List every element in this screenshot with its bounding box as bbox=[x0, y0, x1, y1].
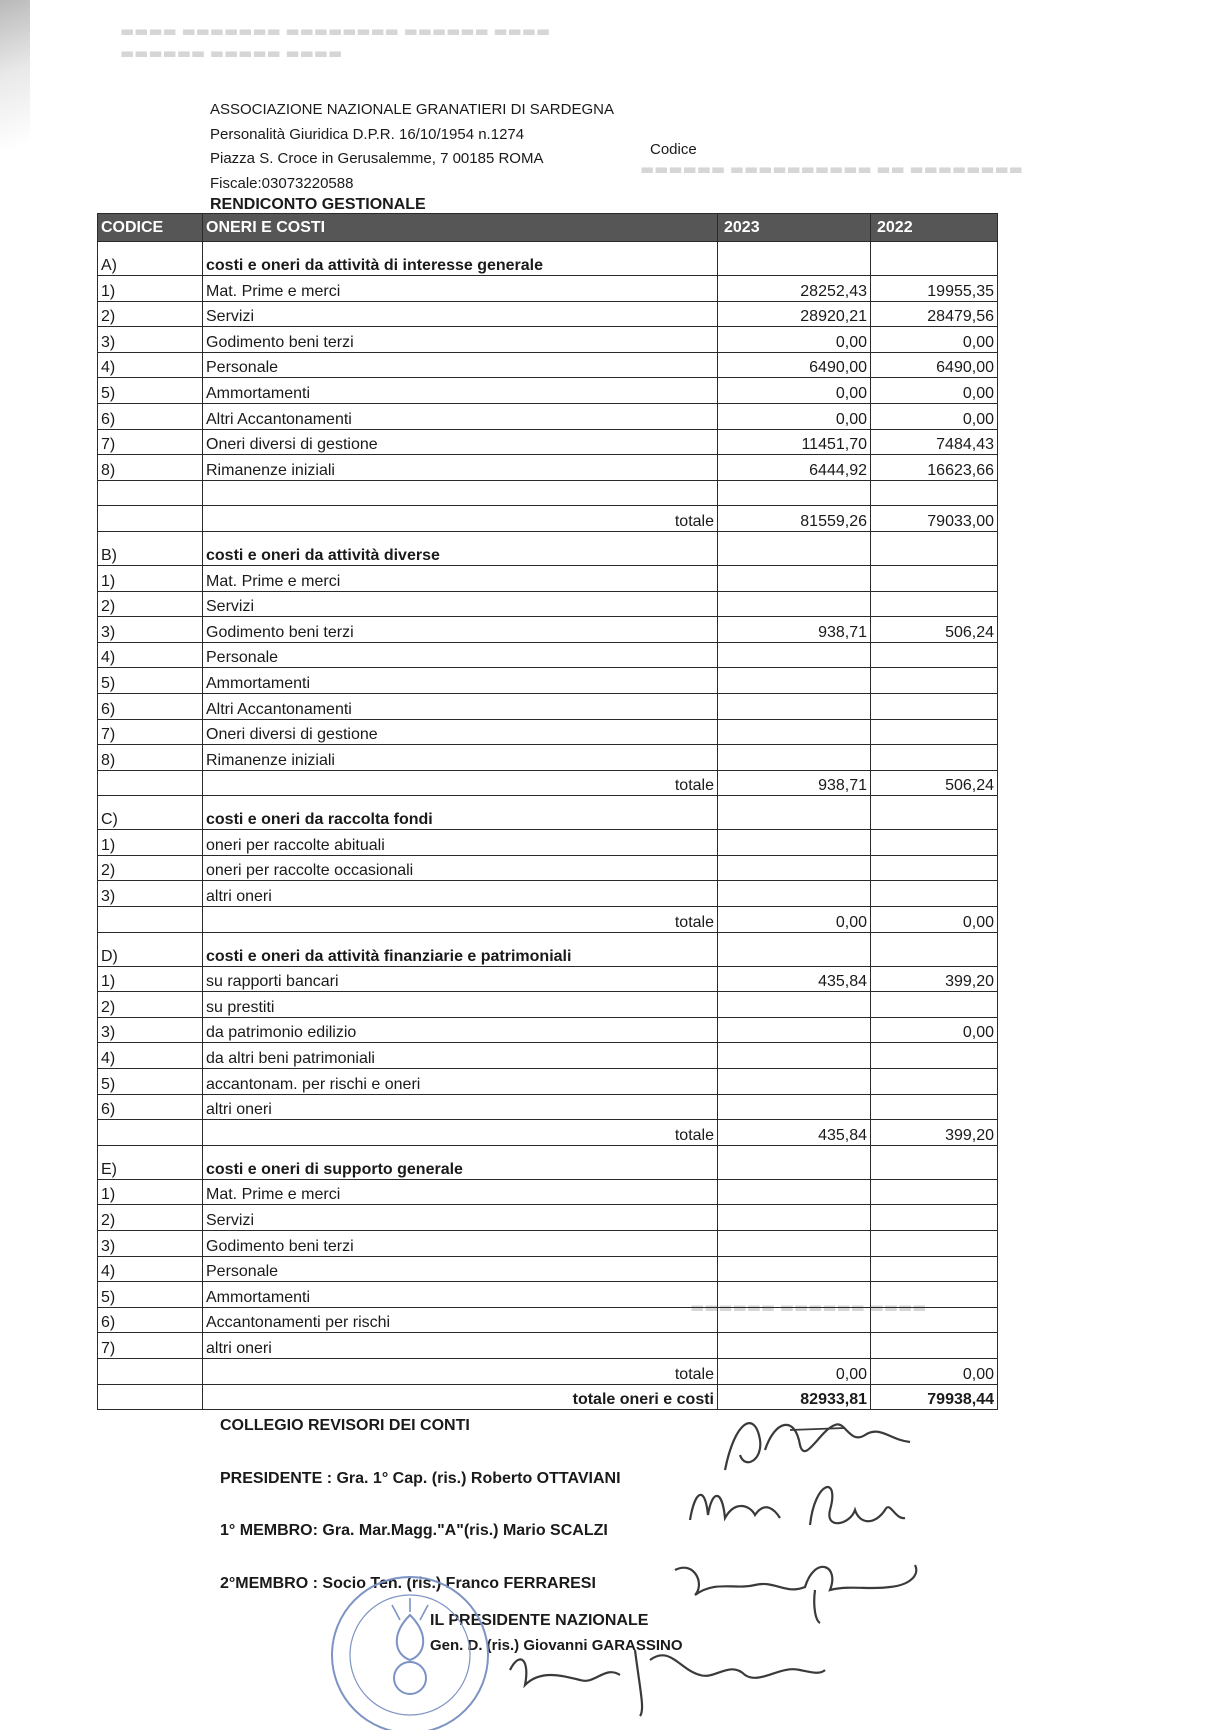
section-total-row bbox=[98, 1358, 998, 1384]
total-code-empty bbox=[98, 506, 203, 532]
section-empty-2022 bbox=[871, 531, 998, 565]
section-empty-2022 bbox=[871, 1145, 998, 1179]
signature-scalzi bbox=[680, 1470, 920, 1550]
section-code: B) bbox=[98, 531, 203, 565]
row-value-2023 bbox=[718, 1333, 871, 1359]
table-row bbox=[98, 352, 998, 378]
row-code: 2) bbox=[98, 1205, 203, 1231]
association-seal bbox=[320, 1560, 500, 1730]
section-empty-2023 bbox=[718, 242, 871, 276]
row-code: 5) bbox=[98, 1069, 203, 1095]
table-row bbox=[98, 276, 998, 302]
section-total-row bbox=[98, 770, 998, 796]
total-label: totale bbox=[203, 1120, 718, 1146]
row-value-2022 bbox=[871, 745, 998, 771]
codice-label: Codice bbox=[650, 141, 697, 158]
row-value-2023 bbox=[718, 1179, 871, 1205]
total-value-2023: 0,00 bbox=[718, 1358, 871, 1384]
row-code: 7) bbox=[98, 429, 203, 455]
row-value-2022: 0,00 bbox=[871, 1017, 998, 1043]
row-code: 4) bbox=[98, 642, 203, 668]
row-value-2023 bbox=[718, 1282, 871, 1308]
row-description: da patrimonio edilizio bbox=[203, 1017, 718, 1043]
row-value-2022: 19955,35 bbox=[871, 276, 998, 302]
row-value-2022 bbox=[871, 1333, 998, 1359]
row-value-2023: 6490,00 bbox=[718, 352, 871, 378]
table-row bbox=[98, 881, 998, 907]
row-value-2023 bbox=[718, 480, 871, 506]
section-header-row bbox=[98, 531, 998, 565]
section-empty-2022 bbox=[871, 796, 998, 830]
row-value-2023 bbox=[718, 1256, 871, 1282]
row-code: 2) bbox=[98, 301, 203, 327]
auditors-heading: COLLEGIO REVISORI DEI CONTI bbox=[220, 1417, 470, 1434]
section-empty-2023 bbox=[718, 932, 871, 966]
section-code: E) bbox=[98, 1145, 203, 1179]
table-row bbox=[98, 378, 998, 404]
row-value-2023 bbox=[718, 719, 871, 745]
row-value-2022 bbox=[871, 1256, 998, 1282]
row-value-2023: 6444,92 bbox=[718, 455, 871, 481]
section-code: D) bbox=[98, 932, 203, 966]
row-value-2023 bbox=[718, 881, 871, 907]
rendiconto-table bbox=[97, 213, 998, 1410]
header-line: Piazza S. Croce in Gerusalemme, 7 00185 ROMA bbox=[210, 150, 544, 167]
row-value-2022: 7484,43 bbox=[871, 429, 998, 455]
section-header-row bbox=[98, 1145, 998, 1179]
table-row bbox=[98, 455, 998, 481]
row-value-2022: 506,24 bbox=[871, 617, 998, 643]
row-value-2023: 938,71 bbox=[718, 617, 871, 643]
row-description: Rimanenze iniziali bbox=[203, 745, 718, 771]
row-description: Godimento beni terzi bbox=[203, 327, 718, 353]
row-value-2023 bbox=[718, 745, 871, 771]
section-code: C) bbox=[98, 796, 203, 830]
table-row bbox=[98, 1205, 998, 1231]
row-value-2023 bbox=[718, 668, 871, 694]
document-title: RENDICONTO GESTIONALE bbox=[210, 196, 426, 213]
row-description: Oneri diversi di gestione bbox=[203, 719, 718, 745]
bleed-through-text: ▬▬▬▬▬▬ ▬▬▬▬▬ ▬▬▬▬ bbox=[120, 44, 343, 62]
total-code-empty bbox=[98, 770, 203, 796]
table-row bbox=[98, 745, 998, 771]
row-value-2023 bbox=[718, 1307, 871, 1333]
table-row bbox=[98, 1256, 998, 1282]
row-code: 3) bbox=[98, 327, 203, 353]
row-code: 5) bbox=[98, 668, 203, 694]
row-code: 1) bbox=[98, 830, 203, 856]
row-description: altri oneri bbox=[203, 881, 718, 907]
row-value-2022 bbox=[871, 855, 998, 881]
row-code: 2) bbox=[98, 992, 203, 1018]
row-value-2023 bbox=[718, 855, 871, 881]
row-value-2022 bbox=[871, 1069, 998, 1095]
row-value-2023 bbox=[718, 642, 871, 668]
table-row bbox=[98, 1094, 998, 1120]
section-header-row bbox=[98, 242, 998, 276]
row-code: 7) bbox=[98, 1333, 203, 1359]
row-value-2022 bbox=[871, 480, 998, 506]
col-header-2023: 2023 bbox=[718, 214, 871, 242]
row-value-2022 bbox=[871, 1043, 998, 1069]
row-description: oneri per raccolte occasionali bbox=[203, 855, 718, 881]
total-code-empty bbox=[98, 907, 203, 933]
row-code: 8) bbox=[98, 455, 203, 481]
row-description: Servizi bbox=[203, 301, 718, 327]
row-value-2023 bbox=[718, 565, 871, 591]
row-value-2022 bbox=[871, 693, 998, 719]
row-value-2022: 6490,00 bbox=[871, 352, 998, 378]
row-description: Rimanenze iniziali bbox=[203, 455, 718, 481]
row-value-2022 bbox=[871, 1282, 998, 1308]
row-value-2022: 28479,56 bbox=[871, 301, 998, 327]
section-empty-2023 bbox=[718, 1145, 871, 1179]
section-empty-2022 bbox=[871, 242, 998, 276]
row-code: 2) bbox=[98, 591, 203, 617]
auditor-member-2: 2°MEMBRO : Socio Ten. (ris.) Franco FERRARESI bbox=[220, 1575, 596, 1592]
bleed-through-text: ▬▬▬▬▬▬ ▬▬▬▬▬▬▬▬▬▬ ▬▬ ▬▬▬▬▬▬▬▬ bbox=[640, 160, 1023, 178]
total-value-2022: 399,20 bbox=[871, 1120, 998, 1146]
row-code: 3) bbox=[98, 1017, 203, 1043]
row-value-2022 bbox=[871, 830, 998, 856]
row-description: Mat. Prime e merci bbox=[203, 565, 718, 591]
total-value-2022: 79033,00 bbox=[871, 506, 998, 532]
row-code: 6) bbox=[98, 403, 203, 429]
row-description: su prestiti bbox=[203, 992, 718, 1018]
col-header-code: CODICE bbox=[98, 214, 203, 242]
col-header-desc: ONERI E COSTI bbox=[203, 214, 718, 242]
row-code: 7) bbox=[98, 719, 203, 745]
table-row bbox=[98, 642, 998, 668]
row-code: 3) bbox=[98, 617, 203, 643]
row-value-2023 bbox=[718, 1094, 871, 1120]
table-row bbox=[98, 693, 998, 719]
national-president-name: Gen. D. (ris.) Giovanni GARASSINO bbox=[430, 1637, 683, 1654]
association-header bbox=[210, 98, 614, 196]
total-value-2022: 506,24 bbox=[871, 770, 998, 796]
row-value-2022: 0,00 bbox=[871, 378, 998, 404]
row-description bbox=[203, 480, 718, 506]
row-code: 5) bbox=[98, 1282, 203, 1308]
table-row bbox=[98, 1333, 998, 1359]
row-code: 2) bbox=[98, 855, 203, 881]
grand-total-2023: 82933,81 bbox=[718, 1384, 871, 1410]
table-body bbox=[98, 242, 998, 1410]
table-row bbox=[98, 830, 998, 856]
row-value-2022 bbox=[871, 719, 998, 745]
total-value-2022: 0,00 bbox=[871, 907, 998, 933]
section-header-row bbox=[98, 796, 998, 830]
row-value-2023: 11451,70 bbox=[718, 429, 871, 455]
row-code: 4) bbox=[98, 1256, 203, 1282]
table-row bbox=[98, 1179, 998, 1205]
row-description: accantonam. per rischi e oneri bbox=[203, 1069, 718, 1095]
row-value-2023: 28920,21 bbox=[718, 301, 871, 327]
section-label: costi e oneri di supporto generale bbox=[203, 1145, 718, 1179]
table-row bbox=[98, 966, 998, 992]
row-code: 5) bbox=[98, 378, 203, 404]
total-value-2023: 81559,26 bbox=[718, 506, 871, 532]
table-row bbox=[98, 1307, 998, 1333]
row-description: Ammortamenti bbox=[203, 668, 718, 694]
row-description: Accantonamenti per rischi bbox=[203, 1307, 718, 1333]
total-label: totale bbox=[203, 770, 718, 796]
section-empty-2023 bbox=[718, 796, 871, 830]
row-description: da altri beni patrimoniali bbox=[203, 1043, 718, 1069]
row-value-2022 bbox=[871, 668, 998, 694]
bleed-through-text: ▬▬▬▬▬▬ ▬▬▬▬▬▬ ▬▬▬▬ bbox=[690, 1298, 927, 1316]
grand-total-code-empty bbox=[98, 1384, 203, 1410]
row-description: altri oneri bbox=[203, 1333, 718, 1359]
section-label: costi e oneri da attività diverse bbox=[203, 531, 718, 565]
total-label: totale bbox=[203, 907, 718, 933]
table-row bbox=[98, 565, 998, 591]
section-label: costi e oneri da raccolta fondi bbox=[203, 796, 718, 830]
table-row bbox=[98, 480, 998, 506]
row-code: 4) bbox=[98, 352, 203, 378]
row-value-2023: 435,84 bbox=[718, 966, 871, 992]
table-row bbox=[98, 719, 998, 745]
row-description: Ammortamenti bbox=[203, 1282, 718, 1308]
row-value-2022 bbox=[871, 1205, 998, 1231]
total-label: totale bbox=[203, 1358, 718, 1384]
table-row bbox=[98, 617, 998, 643]
table-row bbox=[98, 668, 998, 694]
total-value-2022: 0,00 bbox=[871, 1358, 998, 1384]
signature-garassino bbox=[500, 1630, 830, 1718]
row-description: oneri per raccolte abituali bbox=[203, 830, 718, 856]
row-code: 4) bbox=[98, 1043, 203, 1069]
table-row bbox=[98, 1017, 998, 1043]
table-row bbox=[98, 403, 998, 429]
row-description: Oneri diversi di gestione bbox=[203, 429, 718, 455]
grand-total-2022: 79938,44 bbox=[871, 1384, 998, 1410]
row-code: 1) bbox=[98, 565, 203, 591]
table-row bbox=[98, 301, 998, 327]
section-total-row bbox=[98, 1120, 998, 1146]
row-code: 6) bbox=[98, 1307, 203, 1333]
row-description: Servizi bbox=[203, 1205, 718, 1231]
header-line: Fiscale:03073220588 bbox=[210, 174, 354, 192]
row-description: Godimento beni terzi bbox=[203, 1231, 718, 1257]
grand-total-label: totale oneri e costi bbox=[203, 1384, 718, 1410]
row-description: su rapporti bancari bbox=[203, 966, 718, 992]
row-description: Personale bbox=[203, 352, 718, 378]
section-empty-2022 bbox=[871, 932, 998, 966]
row-description: Personale bbox=[203, 642, 718, 668]
row-value-2023 bbox=[718, 693, 871, 719]
table-row bbox=[98, 591, 998, 617]
row-description: Godimento beni terzi bbox=[203, 617, 718, 643]
row-value-2022 bbox=[871, 565, 998, 591]
row-code: 1) bbox=[98, 276, 203, 302]
table-row bbox=[98, 1043, 998, 1069]
row-description: Personale bbox=[203, 1256, 718, 1282]
table-header-row bbox=[98, 214, 998, 242]
row-code: 6) bbox=[98, 693, 203, 719]
row-code: 3) bbox=[98, 1231, 203, 1257]
row-code: 1) bbox=[98, 966, 203, 992]
row-description: Ammortamenti bbox=[203, 378, 718, 404]
table-row bbox=[98, 992, 998, 1018]
row-value-2023: 0,00 bbox=[718, 378, 871, 404]
total-code-empty bbox=[98, 1358, 203, 1384]
row-value-2023: 0,00 bbox=[718, 327, 871, 353]
row-code: 3) bbox=[98, 881, 203, 907]
row-code bbox=[98, 480, 203, 506]
section-header-row bbox=[98, 932, 998, 966]
row-value-2022: 399,20 bbox=[871, 966, 998, 992]
row-value-2023 bbox=[718, 1231, 871, 1257]
total-label: totale bbox=[203, 506, 718, 532]
row-value-2022 bbox=[871, 1307, 998, 1333]
section-total-row bbox=[98, 907, 998, 933]
total-value-2023: 435,84 bbox=[718, 1120, 871, 1146]
section-code: A) bbox=[98, 242, 203, 276]
row-value-2022 bbox=[871, 642, 998, 668]
row-value-2022 bbox=[871, 591, 998, 617]
row-value-2023: 0,00 bbox=[718, 403, 871, 429]
section-label: costi e oneri da attività finanziarie e patrimoniali bbox=[203, 932, 718, 966]
row-value-2023 bbox=[718, 1017, 871, 1043]
table-row bbox=[98, 855, 998, 881]
table-row bbox=[98, 1282, 998, 1308]
row-value-2023 bbox=[718, 591, 871, 617]
row-value-2022 bbox=[871, 992, 998, 1018]
row-value-2023 bbox=[718, 830, 871, 856]
table-row bbox=[98, 1069, 998, 1095]
row-value-2023: 28252,43 bbox=[718, 276, 871, 302]
national-president-title: IL PRESIDENTE NAZIONALE bbox=[430, 1612, 649, 1629]
row-value-2022: 0,00 bbox=[871, 403, 998, 429]
bleed-through-text: ▬▬▬▬ ▬▬▬▬▬▬▬ ▬▬▬▬▬▬▬▬ ▬▬▬▬▬▬ ▬▬▬▬ bbox=[120, 22, 551, 40]
auditor-president: PRESIDENTE : Gra. 1° Cap. (ris.) Roberto OTTAVIANI bbox=[220, 1470, 621, 1487]
row-description: Mat. Prime e merci bbox=[203, 276, 718, 302]
header-line: ASSOCIAZIONE NAZIONALE GRANATIERI DI SARDEGNA bbox=[210, 101, 614, 118]
row-value-2022 bbox=[871, 881, 998, 907]
row-description: Servizi bbox=[203, 591, 718, 617]
table-row bbox=[98, 327, 998, 353]
signature-ferraresi bbox=[665, 1545, 935, 1625]
table-row bbox=[98, 1231, 998, 1257]
section-total-row bbox=[98, 506, 998, 532]
row-value-2023 bbox=[718, 992, 871, 1018]
row-description: Altri Accantonamenti bbox=[203, 693, 718, 719]
section-empty-2023 bbox=[718, 531, 871, 565]
total-value-2023: 938,71 bbox=[718, 770, 871, 796]
row-value-2023 bbox=[718, 1205, 871, 1231]
row-code: 6) bbox=[98, 1094, 203, 1120]
row-description: Mat. Prime e merci bbox=[203, 1179, 718, 1205]
auditor-member-1: 1° MEMBRO: Gra. Mar.Magg."A"(ris.) Mario SCALZI bbox=[220, 1522, 608, 1539]
col-header-2022: 2022 bbox=[871, 214, 998, 242]
row-value-2023 bbox=[718, 1069, 871, 1095]
table-row bbox=[98, 429, 998, 455]
total-code-empty bbox=[98, 1120, 203, 1146]
header-line: Personalità Giuridica D.P.R. 16/10/1954 n.1274 bbox=[210, 125, 525, 143]
row-value-2022: 0,00 bbox=[871, 327, 998, 353]
total-value-2023: 0,00 bbox=[718, 907, 871, 933]
row-description: altri oneri bbox=[203, 1094, 718, 1120]
row-value-2022: 16623,66 bbox=[871, 455, 998, 481]
row-code: 1) bbox=[98, 1179, 203, 1205]
row-value-2023 bbox=[718, 1043, 871, 1069]
row-value-2022 bbox=[871, 1179, 998, 1205]
section-label: costi e oneri da attività di interesse generale bbox=[203, 242, 718, 276]
row-description: Altri Accantonamenti bbox=[203, 403, 718, 429]
page-corner-shadow bbox=[0, 0, 30, 210]
row-value-2022 bbox=[871, 1094, 998, 1120]
row-code: 8) bbox=[98, 745, 203, 771]
row-value-2022 bbox=[871, 1231, 998, 1257]
